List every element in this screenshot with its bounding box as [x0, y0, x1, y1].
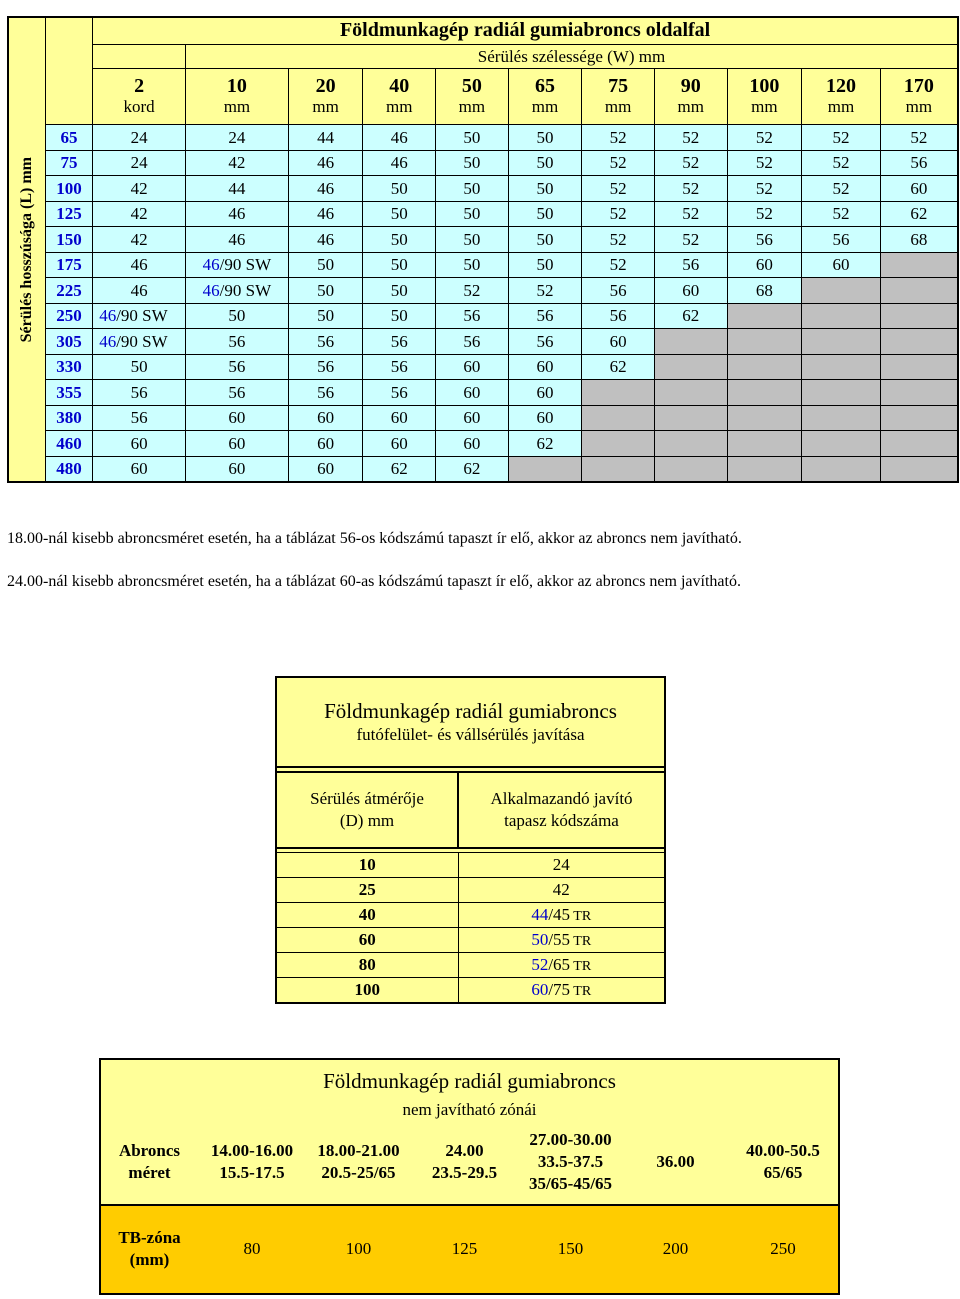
- patch-code-cell: 56: [880, 150, 958, 176]
- table-row: [276, 853, 665, 878]
- patch-code-cell: 56: [654, 252, 727, 278]
- tire-size-cell: 18.00-21.00 20.5-25/65: [317, 1141, 400, 1183]
- patch-code-cell: 56: [727, 227, 802, 253]
- table-row: [8, 252, 958, 278]
- patch-code-cell: 56: [185, 354, 288, 380]
- patch-code-cell: 24: [185, 125, 288, 151]
- table-row: [276, 953, 665, 978]
- tread-table-title: [276, 677, 665, 767]
- empty-cell: [727, 354, 802, 380]
- table-row: [8, 278, 958, 304]
- table-row: [8, 303, 958, 329]
- note-24: 24.00-nál kisebb abroncsméret esetén, ha a táblázat 60-as kódszámú tapaszt ír elő, akkor az abroncs nem javítható.: [7, 573, 741, 590]
- row-label-125: 125: [45, 201, 92, 227]
- patch-code-cell: 52: [654, 125, 727, 151]
- patch-code-cell: 56: [185, 329, 288, 355]
- table-row: [8, 329, 958, 355]
- empty-cell: [582, 405, 655, 431]
- patch-code-cell: 60: [185, 431, 288, 457]
- table-row: [8, 354, 958, 380]
- patch-code-cell: 68: [880, 227, 958, 253]
- patch-code-cell: 56: [288, 380, 363, 406]
- patch-code-cell: 60: [185, 456, 288, 482]
- diameter-cell: 25: [276, 878, 458, 903]
- patch-code-cell: 56: [288, 354, 363, 380]
- patch-code-cell: 60: [185, 405, 288, 431]
- patch-code-cell: 52: [582, 252, 655, 278]
- empty-cell: [880, 303, 958, 329]
- empty-cell: [727, 380, 802, 406]
- patch-code-cell: 50: [363, 278, 436, 304]
- width-header-10: 10 mm: [185, 68, 288, 124]
- table-row: [276, 928, 665, 953]
- row-label-75: 75: [45, 150, 92, 176]
- patch-code-cell: 50: [508, 201, 582, 227]
- empty-cell: [582, 456, 655, 482]
- table-row: [8, 456, 958, 482]
- patch-code-cell: 52: [727, 201, 802, 227]
- empty-cell: [880, 380, 958, 406]
- patch-code-cell: 56: [508, 303, 582, 329]
- empty-cell: [802, 329, 881, 355]
- width-header-100: 100 mm: [727, 68, 802, 124]
- damage-length-label: Sérülés hosszúsága (L) mm: [8, 17, 45, 482]
- patch-code-cell: 46: [93, 252, 186, 278]
- patch-code-header: Alkalmazandó javító tapasz kódszáma: [458, 772, 665, 848]
- empty-cell: [654, 329, 727, 355]
- width-header-90: 90 mm: [654, 68, 727, 124]
- empty-cell: [802, 456, 881, 482]
- patch-code-cell: 52: [880, 125, 958, 151]
- patch-code-cell: 50: [363, 201, 436, 227]
- empty-cell: [654, 405, 727, 431]
- tb-zone-value: 100: [306, 1205, 411, 1294]
- patch-code-cell: 50: [363, 303, 436, 329]
- patch-code-cell: 56: [436, 329, 509, 355]
- patch-code-cell: 52: [727, 125, 802, 151]
- patch-code-cell: 50: [436, 150, 509, 176]
- width-header-65: 65 mm: [508, 68, 582, 124]
- patch-code-cell: 46: [288, 201, 363, 227]
- width-header-20: 20 mm: [288, 68, 363, 124]
- empty-cell: [802, 303, 881, 329]
- row-label-65: 65: [45, 125, 92, 151]
- tire-size-cell: 27.00-30.00 33.5-37.5 35/65-45/65: [528, 1130, 613, 1194]
- patch-code-cell: 50: [436, 201, 509, 227]
- table-row: [8, 431, 958, 457]
- patch-code-cell: 52: [802, 150, 881, 176]
- table-row: [8, 201, 958, 227]
- patch-code-cell: 52: [582, 125, 655, 151]
- patch-code-cell: 52: [654, 201, 727, 227]
- width-header-50: 50 mm: [436, 68, 509, 124]
- width-header-2: 2 kord: [93, 68, 186, 124]
- diameter-cell: 10: [276, 853, 458, 878]
- patch-code-cell: 60: [93, 456, 186, 482]
- code-cell: 44/45 TR: [458, 903, 665, 928]
- width-header-120: 120 mm: [802, 68, 881, 124]
- row-label-175: 175: [45, 252, 92, 278]
- empty-cell: [880, 329, 958, 355]
- patch-code-cell: 56: [508, 329, 582, 355]
- patch-code-cell: 42: [93, 201, 186, 227]
- patch-code-cell: 42: [93, 227, 186, 253]
- patch-code-cell: 60: [288, 431, 363, 457]
- empty-cell: [654, 354, 727, 380]
- row-label-380: 380: [45, 405, 92, 431]
- patch-code-cell: 60: [654, 278, 727, 304]
- row-label-250: 250: [45, 303, 92, 329]
- patch-code-cell: 24: [93, 150, 186, 176]
- tire-size-cell: 36.00: [656, 1152, 695, 1172]
- patch-code-cell: 56: [93, 380, 186, 406]
- empty-cell: [880, 456, 958, 482]
- patch-code-cell: 50: [436, 176, 509, 202]
- patch-code-cell: 62: [508, 431, 582, 457]
- tb-zone-value: 200: [623, 1205, 728, 1294]
- patch-code-cell: 42: [185, 150, 288, 176]
- tb-zone-value: 250: [728, 1205, 839, 1294]
- patch-code-cell: 50: [363, 227, 436, 253]
- patch-code-cell: 60: [436, 405, 509, 431]
- patch-code-cell: 52: [508, 278, 582, 304]
- note-18: 18.00-nál kisebb abroncsméret esetén, ha a táblázat 56-os kódszámú tapaszt ír elő, akkor az abroncs nem javítható.: [7, 530, 742, 547]
- empty-cell: [654, 380, 727, 406]
- table-row: [8, 227, 958, 253]
- empty-cell: [727, 456, 802, 482]
- patch-code-cell: 60: [582, 329, 655, 355]
- empty-cell: [802, 278, 881, 304]
- row-label-100: 100: [45, 176, 92, 202]
- patch-code-cell: 50: [185, 303, 288, 329]
- row-label-150: 150: [45, 227, 92, 253]
- patch-code-cell: 56: [582, 278, 655, 304]
- width-header-170: 170 mm: [880, 68, 958, 124]
- width-header-75: 75 mm: [582, 68, 655, 124]
- patch-code-cell: 62: [363, 456, 436, 482]
- patch-code-cell: 46: [363, 150, 436, 176]
- tire-size-cell: 40.00-50.5 65/65: [746, 1141, 820, 1183]
- patch-code-cell: 46: [288, 227, 363, 253]
- table-row: [276, 903, 665, 928]
- patch-code-cell: 60: [363, 405, 436, 431]
- patch-code-cell: 56: [582, 303, 655, 329]
- patch-code-cell: 44: [288, 125, 363, 151]
- patch-code-cell: 46/90 SW: [185, 252, 288, 278]
- empty-cell: [508, 456, 582, 482]
- diameter-cell: 100: [276, 978, 458, 1004]
- patch-code-cell: 52: [582, 176, 655, 202]
- patch-code-cell: 52: [436, 278, 509, 304]
- sidewall-table-title: Földmunkagép radiál gumiabroncs oldalfal: [93, 17, 958, 44]
- patch-code-cell: 52: [802, 125, 881, 151]
- empty-cell: [727, 405, 802, 431]
- empty-cell: [880, 405, 958, 431]
- patch-code-cell: 46: [288, 150, 363, 176]
- patch-code-cell: 56: [363, 354, 436, 380]
- patch-code-cell: 52: [654, 176, 727, 202]
- empty-cell: [802, 431, 881, 457]
- empty-cell: [727, 431, 802, 457]
- empty-cell: [582, 431, 655, 457]
- patch-code-cell: 52: [582, 201, 655, 227]
- patch-code-cell: 68: [727, 278, 802, 304]
- tread-repair-table: [275, 676, 666, 1004]
- patch-code-cell: 60: [880, 176, 958, 202]
- patch-code-cell: 60: [288, 456, 363, 482]
- patch-code-cell: 46/90 SW: [93, 329, 186, 355]
- patch-code-cell: 52: [802, 176, 881, 202]
- patch-code-cell: 50: [508, 227, 582, 253]
- patch-code-cell: 52: [654, 150, 727, 176]
- patch-code-cell: 56: [363, 380, 436, 406]
- sidewall-repair-table: [7, 16, 959, 483]
- patch-code-cell: 52: [654, 227, 727, 253]
- patch-code-cell: 60: [288, 405, 363, 431]
- table-row: [8, 125, 958, 151]
- patch-code-cell: 46/90 SW: [185, 278, 288, 304]
- row-label-305: 305: [45, 329, 92, 355]
- empty-cell: [880, 431, 958, 457]
- tire-size-cell: 24.00 23.5-29.5: [431, 1141, 498, 1183]
- patch-code-cell: 60: [508, 354, 582, 380]
- table-row: [8, 176, 958, 202]
- patch-code-cell: 44: [185, 176, 288, 202]
- diameter-cell: 40: [276, 903, 458, 928]
- patch-code-cell: 50: [508, 176, 582, 202]
- row-label-460: 460: [45, 431, 92, 457]
- zones-table-title: Földmunkagép radiál gumiabroncs: [323, 1068, 616, 1093]
- tb-zone-label: TB-zóna (mm): [100, 1205, 198, 1294]
- table-row: [8, 405, 958, 431]
- empty-cell: [802, 405, 881, 431]
- row-label-225: 225: [45, 278, 92, 304]
- patch-code-cell: 60: [508, 405, 582, 431]
- patch-code-cell: 60: [436, 354, 509, 380]
- patch-code-cell: 60: [727, 252, 802, 278]
- patch-code-cell: 60: [436, 431, 509, 457]
- damage-diameter-header: Sérülés átmérője (D) mm: [276, 772, 458, 848]
- patch-code-cell: 50: [288, 278, 363, 304]
- patch-code-cell: 50: [436, 252, 509, 278]
- patch-code-cell: 62: [436, 456, 509, 482]
- patch-code-cell: 50: [436, 227, 509, 253]
- empty-cell: [880, 354, 958, 380]
- table-row: [8, 150, 958, 176]
- code-cell: 50/55 TR: [458, 928, 665, 953]
- patch-code-cell: 50: [363, 252, 436, 278]
- tire-size-label: Abroncs méret: [118, 1141, 181, 1183]
- empty-cell: [654, 431, 727, 457]
- patch-code-cell: 50: [508, 252, 582, 278]
- diameter-cell: 80: [276, 953, 458, 978]
- patch-code-cell: 56: [363, 329, 436, 355]
- non-repairable-zones-table: [99, 1058, 840, 1295]
- damage-width-label: Sérülés szélessége (W) mm: [185, 44, 958, 68]
- patch-code-cell: 50: [288, 252, 363, 278]
- empty-cell: [727, 329, 802, 355]
- diameter-cell: 60: [276, 928, 458, 953]
- empty-cell: [654, 456, 727, 482]
- patch-code-cell: 52: [727, 150, 802, 176]
- patch-code-cell: 56: [93, 405, 186, 431]
- patch-code-cell: 46: [363, 125, 436, 151]
- patch-code-cell: 56: [185, 380, 288, 406]
- patch-code-cell: 56: [288, 329, 363, 355]
- patch-code-cell: 50: [508, 150, 582, 176]
- patch-code-cell: 56: [802, 227, 881, 253]
- patch-code-cell: 52: [582, 227, 655, 253]
- patch-code-cell: 46: [185, 227, 288, 253]
- patch-code-cell: 60: [802, 252, 881, 278]
- row-label-330: 330: [45, 354, 92, 380]
- patch-code-cell: 52: [727, 176, 802, 202]
- tb-zone-value: 150: [518, 1205, 623, 1294]
- empty-cell: [880, 252, 958, 278]
- patch-code-cell: 50: [436, 125, 509, 151]
- patch-code-cell: 56: [436, 303, 509, 329]
- patch-code-cell: 52: [582, 150, 655, 176]
- table-row: [276, 878, 665, 903]
- tread-table-title-sub: futófelület- és vállsérülés javítása: [356, 725, 585, 744]
- patch-code-cell: 50: [93, 354, 186, 380]
- tread-table-title-main: Földmunkagép radiál gumiabroncs: [324, 699, 617, 723]
- code-cell: 52/65 TR: [458, 953, 665, 978]
- width-header-40: 40 mm: [363, 68, 436, 124]
- patch-code-cell: 62: [582, 354, 655, 380]
- patch-code-cell: 42: [93, 176, 186, 202]
- zones-table-subtitle: nem javítható zónái: [402, 1099, 537, 1119]
- patch-code-cell: 50: [363, 176, 436, 202]
- patch-code-cell: 50: [508, 125, 582, 151]
- patch-code-cell: 62: [654, 303, 727, 329]
- tb-zone-value: 80: [198, 1205, 306, 1294]
- patch-code-cell: 52: [802, 201, 881, 227]
- patch-code-cell: 46: [185, 201, 288, 227]
- patch-code-cell: 46/90 SW: [93, 303, 186, 329]
- patch-code-cell: 24: [93, 125, 186, 151]
- patch-code-cell: 60: [436, 380, 509, 406]
- table-row: [276, 978, 665, 1004]
- patch-code-cell: 46: [93, 278, 186, 304]
- table-row: [8, 380, 958, 406]
- code-cell: 24: [458, 853, 665, 878]
- code-cell: 60/75 TR: [458, 978, 665, 1004]
- patch-code-cell: 46: [288, 176, 363, 202]
- empty-cell: [880, 278, 958, 304]
- patch-code-cell: 60: [508, 380, 582, 406]
- tire-size-cell: 14.00-16.00 15.5-17.5: [210, 1141, 294, 1183]
- patch-code-cell: 60: [93, 431, 186, 457]
- patch-code-cell: 60: [363, 431, 436, 457]
- code-cell: 42: [458, 878, 665, 903]
- empty-cell: [582, 380, 655, 406]
- empty-cell: [802, 354, 881, 380]
- tb-zone-value: 125: [411, 1205, 518, 1294]
- row-label-355: 355: [45, 380, 92, 406]
- empty-cell: [727, 303, 802, 329]
- patch-code-cell: 62: [880, 201, 958, 227]
- row-label-480: 480: [45, 456, 92, 482]
- patch-code-cell: 50: [288, 303, 363, 329]
- empty-cell: [802, 380, 881, 406]
